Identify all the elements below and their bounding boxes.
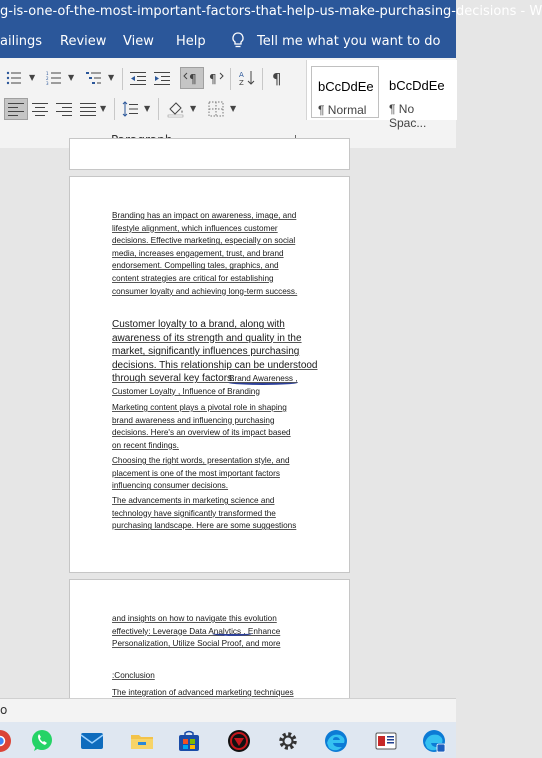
increase-indent-icon[interactable] xyxy=(152,68,172,88)
edge-beta-icon[interactable] xyxy=(422,729,446,753)
chevron-down-icon[interactable]: ▼ xyxy=(190,104,197,113)
tab-help[interactable]: Help xyxy=(176,34,206,49)
style-preview: bCcDdEe xyxy=(389,78,445,93)
window-title: g-is-one-of-the-most-important-factors-that-help-us-make-purchasing-decisions - W xyxy=(0,4,542,19)
spelling-squiggle xyxy=(228,380,298,385)
svg-text:1: 1 xyxy=(46,71,49,76)
whatsapp-icon[interactable] xyxy=(30,729,54,753)
tab-review[interactable]: Review xyxy=(60,34,107,49)
game-icon[interactable] xyxy=(227,729,251,753)
style-normal[interactable] xyxy=(311,66,379,118)
divider xyxy=(262,68,263,90)
paragraph-marketing-content: Marketing content plays a pivotal role in shaping brand awareness and influencing purchasing decisions. Here's an overview of its impact based on recent findings. xyxy=(112,403,291,450)
ltr-text-direction-icon[interactable] xyxy=(180,67,204,89)
chevron-down-icon[interactable]: ▼ xyxy=(68,73,75,82)
paragraph-key-factors: Brand Awareness , Customer Loyalty , Influence of Branding xyxy=(112,374,298,396)
settings-icon[interactable] xyxy=(276,729,300,753)
status-text: o xyxy=(0,703,8,717)
multilevel-list-icon[interactable] xyxy=(84,68,104,88)
chevron-down-icon[interactable]: ▼ xyxy=(29,73,36,82)
align-center-icon[interactable] xyxy=(30,99,50,119)
show-marks-icon[interactable] xyxy=(268,68,288,88)
paragraph-customer-loyalty: Customer loyalty to a brand, along with awareness of its strength and quality in the market, significantly influences purchasing decisions. This relationship can be understood through several key factors: xyxy=(112,319,318,385)
svg-text:2: 2 xyxy=(46,76,49,81)
status-bar xyxy=(0,698,456,723)
title-bar xyxy=(0,0,542,26)
tab-mailings[interactable]: ailings xyxy=(0,34,43,49)
chrome-icon[interactable] xyxy=(0,729,12,753)
paragraph-branding: Branding has an impact on awareness, image, and lifestyle alignment, which influences customer decisions. Effective marketing, especially on social media, increases engagement, trust, and brand endorsement. Compelling tales, graphics, and content strategies are critical for establishing consumer loyalty and achieving long-term success. xyxy=(112,211,298,296)
bullets-icon[interactable] xyxy=(4,68,24,88)
chevron-down-icon[interactable]: ▼ xyxy=(100,104,107,113)
styles-gallery xyxy=(306,60,457,130)
align-left-icon[interactable] xyxy=(4,98,28,120)
divider xyxy=(230,68,231,90)
store-icon[interactable] xyxy=(177,729,201,753)
page-1 xyxy=(69,138,350,170)
style-no-spacing[interactable] xyxy=(383,66,451,130)
document-canvas[interactable] xyxy=(0,148,456,698)
paragraph-choosing-words: Choosing the right words, presentation style, and placement is one of the most important factors influencing consumer decisions. xyxy=(112,456,290,491)
tab-view[interactable]: View xyxy=(123,34,154,49)
news-icon[interactable] xyxy=(374,729,398,753)
chevron-down-icon[interactable]: ▼ xyxy=(230,104,237,113)
paragraph-advancements: The advancements in marketing science and technology have significantly transformed the purchasing landscape. Here are some suggestions xyxy=(112,496,297,531)
svg-text:Z: Z xyxy=(239,79,244,87)
rtl-text-direction-icon[interactable] xyxy=(206,68,226,88)
chevron-down-icon[interactable]: ▼ xyxy=(144,104,151,113)
shading-icon[interactable] xyxy=(166,99,186,119)
decrease-indent-icon[interactable] xyxy=(128,68,148,88)
taskbar xyxy=(0,722,456,758)
tell-me-search[interactable]: Tell me what you want to do xyxy=(257,34,441,49)
numbering-icon[interactable] xyxy=(44,68,64,88)
style-preview: bCcDdEe xyxy=(318,79,374,94)
svg-text:¶: ¶ xyxy=(209,72,217,86)
chevron-down-icon[interactable]: ▼ xyxy=(108,73,115,82)
divider xyxy=(158,98,159,120)
divider xyxy=(122,68,123,90)
align-right-icon[interactable] xyxy=(54,99,74,119)
style-label: ¶ No Spac... xyxy=(389,102,427,130)
sort-icon[interactable] xyxy=(237,68,257,88)
borders-icon[interactable] xyxy=(206,99,226,119)
heading-conclusion: :Conclusion xyxy=(112,671,155,680)
svg-text:3: 3 xyxy=(46,81,49,86)
paragraph-integration: The integration of advanced marketing techniques xyxy=(112,688,294,697)
divider xyxy=(114,98,115,120)
file-explorer-icon[interactable] xyxy=(130,729,154,753)
line-spacing-icon[interactable] xyxy=(120,99,140,119)
spelling-squiggle xyxy=(212,631,252,636)
mail-icon[interactable] xyxy=(80,729,104,753)
svg-text:A: A xyxy=(239,71,244,79)
lightbulb-icon[interactable] xyxy=(230,32,246,50)
ribbon-home xyxy=(0,58,456,149)
svg-text:¶: ¶ xyxy=(272,70,282,88)
ribbon-tabs xyxy=(0,26,456,58)
justify-icon[interactable] xyxy=(78,99,98,119)
style-label: ¶ Normal xyxy=(318,103,367,117)
paragraph-insights: and insights on how to navigate this evolution effectively: Leverage Data Analytics , Enhance Personalization, Utilize Social Proof, and more xyxy=(112,614,281,649)
edge-icon[interactable] xyxy=(324,729,348,753)
svg-text:¶: ¶ xyxy=(189,72,197,86)
